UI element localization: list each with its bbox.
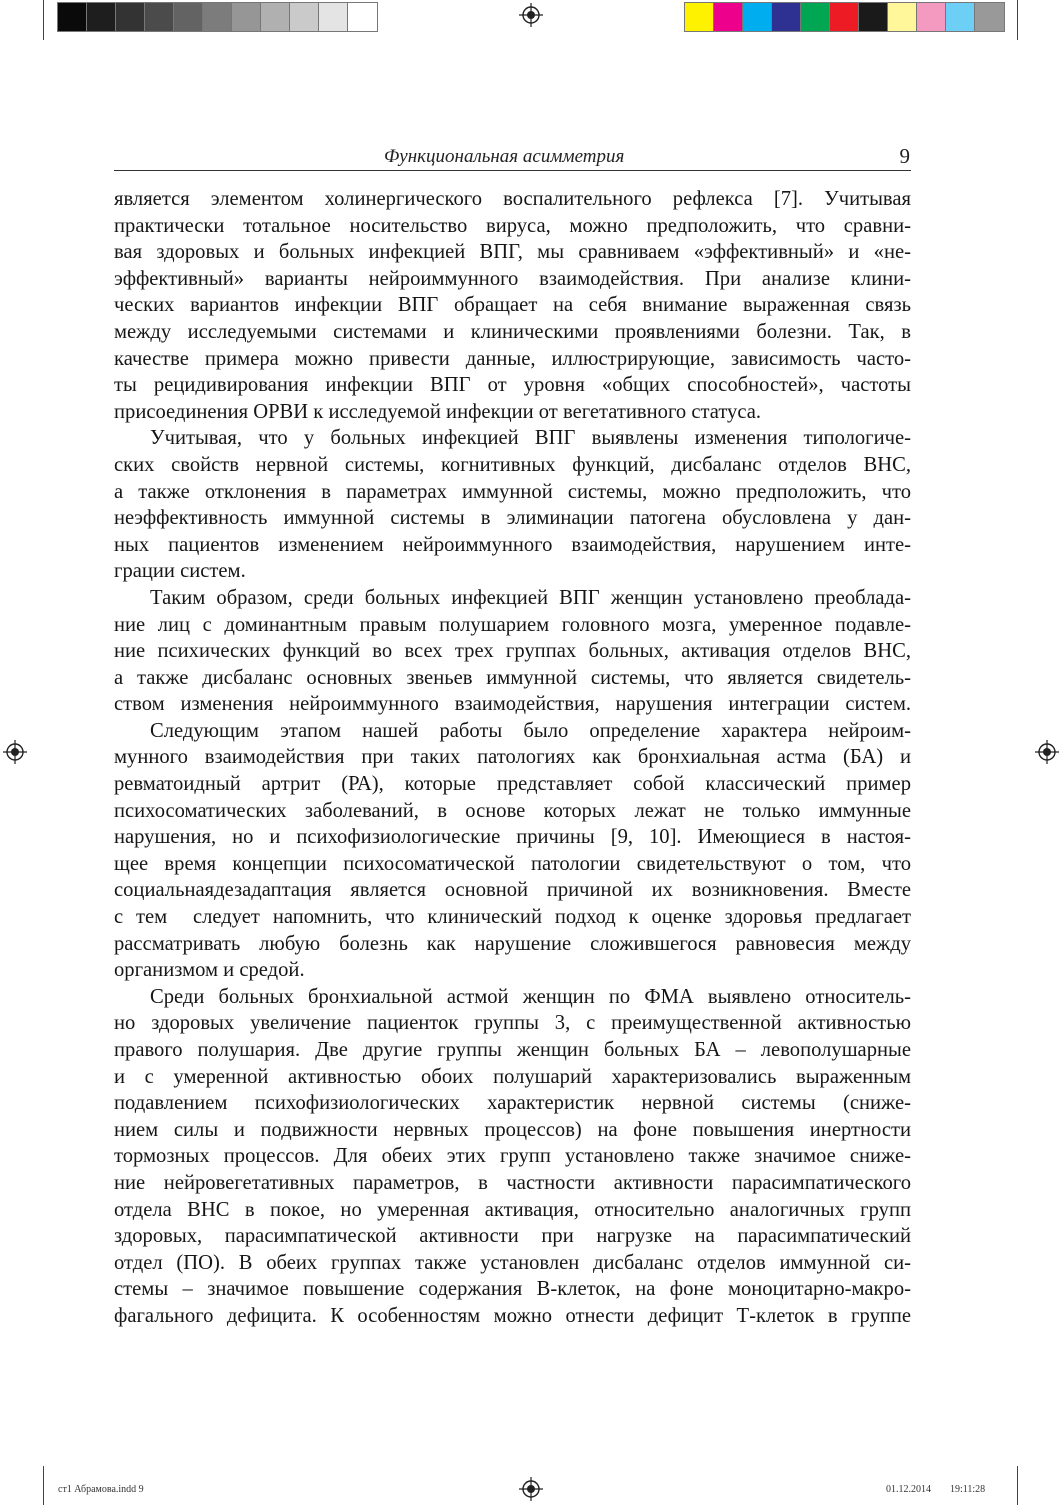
text-line: ных пациентов изменением нейроиммунного взаимодействия, нарушением инте-: [114, 533, 911, 556]
text-line: вая здоровых и больных инфекцией ВПГ, мы сравниваем «эффективный» и «не-: [114, 241, 911, 264]
registration-mark-icon: [3, 740, 27, 764]
color-swatch: [801, 3, 830, 31]
text-line: является элементом холинергического воспалительного рефлекса [7]. Учитывая: [114, 188, 911, 210]
text-line: стемы – значимое повышение содержания В-клеток, на фоне моноцитарно-макро-: [114, 1278, 911, 1301]
text-line: но здоровых увеличение пациенток группы 3, с преимущественной активностью: [114, 1012, 911, 1035]
color-swatch: [290, 3, 319, 31]
print-date: 01.12.2014: [886, 1484, 931, 1495]
color-swatch: [232, 3, 261, 31]
color-swatch: [174, 3, 203, 31]
text-line: отдел (ПО). В обеих группах также установлен дисбаланс отделов иммунной си-: [114, 1251, 911, 1274]
text-line: социальнаядезадаптация является основной причиной их возникновения. Вместе: [114, 879, 911, 902]
color-swatch: [714, 3, 743, 31]
text-line: правого полушария. Две другие группы женщин больных БА – левополушарные: [114, 1039, 911, 1061]
text-line: нием силы и подвижности нервных процессов) на фоне повышения инертности: [114, 1118, 911, 1141]
text-line: ческих вариантов инфекции ВПГ обращает на себя внимание выраженная связь: [114, 294, 911, 317]
text-line: Следующим этапом нашей работы было определение характера нейроим-: [150, 719, 911, 742]
crop-mark: [43, 1466, 44, 1505]
color-swatch: [830, 3, 859, 31]
text-line: здоровых, парасимпатической активности при нагрузке на парасимпатический: [114, 1225, 911, 1248]
text-line: а также дисбаланс основных звеньев иммунной системы, что является свидетель-: [114, 666, 911, 689]
indd-file-info: ст1 Абрамова.indd 9: [58, 1484, 144, 1495]
print-time: 19:11:28: [950, 1484, 986, 1495]
color-swatch: [261, 3, 290, 31]
running-header: [114, 144, 911, 171]
text-line: рассматривать любую болезнь как нарушение сложившегося равновесия между: [114, 932, 911, 955]
body-text: [114, 186, 911, 1330]
color-swatch: [772, 3, 801, 31]
color-swatch: [116, 3, 145, 31]
text-line: фагального дефицита. К особенностям можно отнести дефицит Т-клеток в группе: [114, 1304, 911, 1327]
text-line: мунного взаимодействия при таких патологиях как бронхиальная астма (БА) и: [114, 746, 911, 769]
text-line: а также отклонения в параметрах иммунной системы, можно предположить, что: [114, 480, 911, 503]
registration-mark-icon: [519, 1477, 543, 1501]
crop-mark: [43, 0, 44, 40]
color-swatch: [946, 3, 975, 31]
text-line: ние нейровегетативных параметров, в частности активности парасимпатического: [114, 1171, 911, 1194]
running-title: Функциональная асимметрия: [384, 146, 625, 167]
text-line: психосоматических заболеваний, в основе которых лежат не только иммунные: [114, 799, 911, 822]
color-swatch: [58, 3, 87, 31]
text-line: подавлением психофизиологических характеристик нервной системы (сниже-: [114, 1092, 911, 1115]
color-swatch: [145, 3, 174, 31]
text-line: качестве примера можно привести данные, иллюстрирующие, зависимость часто-: [114, 347, 911, 370]
color-swatch: [859, 3, 888, 31]
text-line: организмом и средой.: [114, 959, 305, 982]
color-swatch: [743, 3, 772, 31]
text-line: грации систем.: [114, 560, 246, 583]
text-line: неэффективность иммунной системы в элиминации патогена обусловлена у дан-: [114, 507, 911, 530]
color-swatch: [975, 3, 1004, 31]
registration-mark-icon: [519, 3, 543, 27]
text-line: ских свойств нервной системы, когнитивных функций, дисбаланс отделов ВНС,: [114, 453, 911, 476]
text-line: ты рецидивирования инфекции ВПГ от уровня «общих способностей», частоты: [114, 374, 911, 397]
color-calibration-bar: [684, 2, 1005, 32]
text-line: Таким образом, среди больных инфекцией ВПГ женщин установлено преоблада-: [150, 586, 911, 609]
text-line: щее время концепции психосоматической патологии свидетельствуют о том, что: [114, 852, 911, 875]
page-number: 9: [899, 144, 910, 168]
grayscale-color-bar: [57, 2, 378, 32]
text-line: ством изменения нейроиммунного взаимодействия, нарушения интеграции систем.: [114, 693, 911, 716]
color-swatch: [888, 3, 917, 31]
color-swatch: [87, 3, 116, 31]
text-line: ревматоидный артрит (РА), которые представляет собой классический пример: [114, 773, 911, 796]
color-swatch: [203, 3, 232, 31]
color-swatch: [917, 3, 946, 31]
crop-mark: [1017, 1466, 1018, 1505]
text-line: тормозных процессов. Для обеих этих групп установлено также значимое сниже-: [114, 1145, 911, 1168]
text-line: практически тотальное носительство вируса, можно предположить, что сравни-: [114, 214, 911, 237]
text-line: нарушения, но и психофизиологические причины [9, 10]. Имеющиеся в настоя-: [114, 826, 911, 849]
text-line: ние психических функций во всех трех группах больных, активация отделов ВНС,: [114, 640, 911, 663]
color-swatch: [685, 3, 714, 31]
color-swatch: [348, 3, 377, 31]
text-line: присоединения ОРВИ к исследуемой инфекции от вегетативного статуса.: [114, 400, 762, 423]
text-line: и с умеренной активностью обоих полушарий характеризовались выраженным: [114, 1065, 911, 1088]
text-line: эффективный» варианты нейроиммунного взаимодействия. При анализе клини-: [114, 267, 911, 290]
text-line: Учитывая, что у больных инфекцией ВПГ выявлены изменения типологиче-: [150, 427, 911, 450]
registration-mark-icon: [1035, 740, 1059, 764]
color-swatch: [319, 3, 348, 31]
text-line: отдела ВНС в покое, но умеренная активация, относительно аналогичных групп: [114, 1198, 911, 1221]
text-line: Среди больных бронхиальной астмой женщин по ФМА выявлено относитель-: [150, 985, 911, 1008]
crop-mark: [1017, 0, 1018, 40]
text-line: с тем следует напомнить, что клинический подход к оценке здоровья предлагает: [114, 906, 911, 929]
text-line: между исследуемыми системами и клиническими проявлениями болезни. Так, в: [114, 320, 911, 343]
text-line: ние лиц с доминантным правым полушарием головного мозга, умеренное подавле-: [114, 613, 911, 636]
